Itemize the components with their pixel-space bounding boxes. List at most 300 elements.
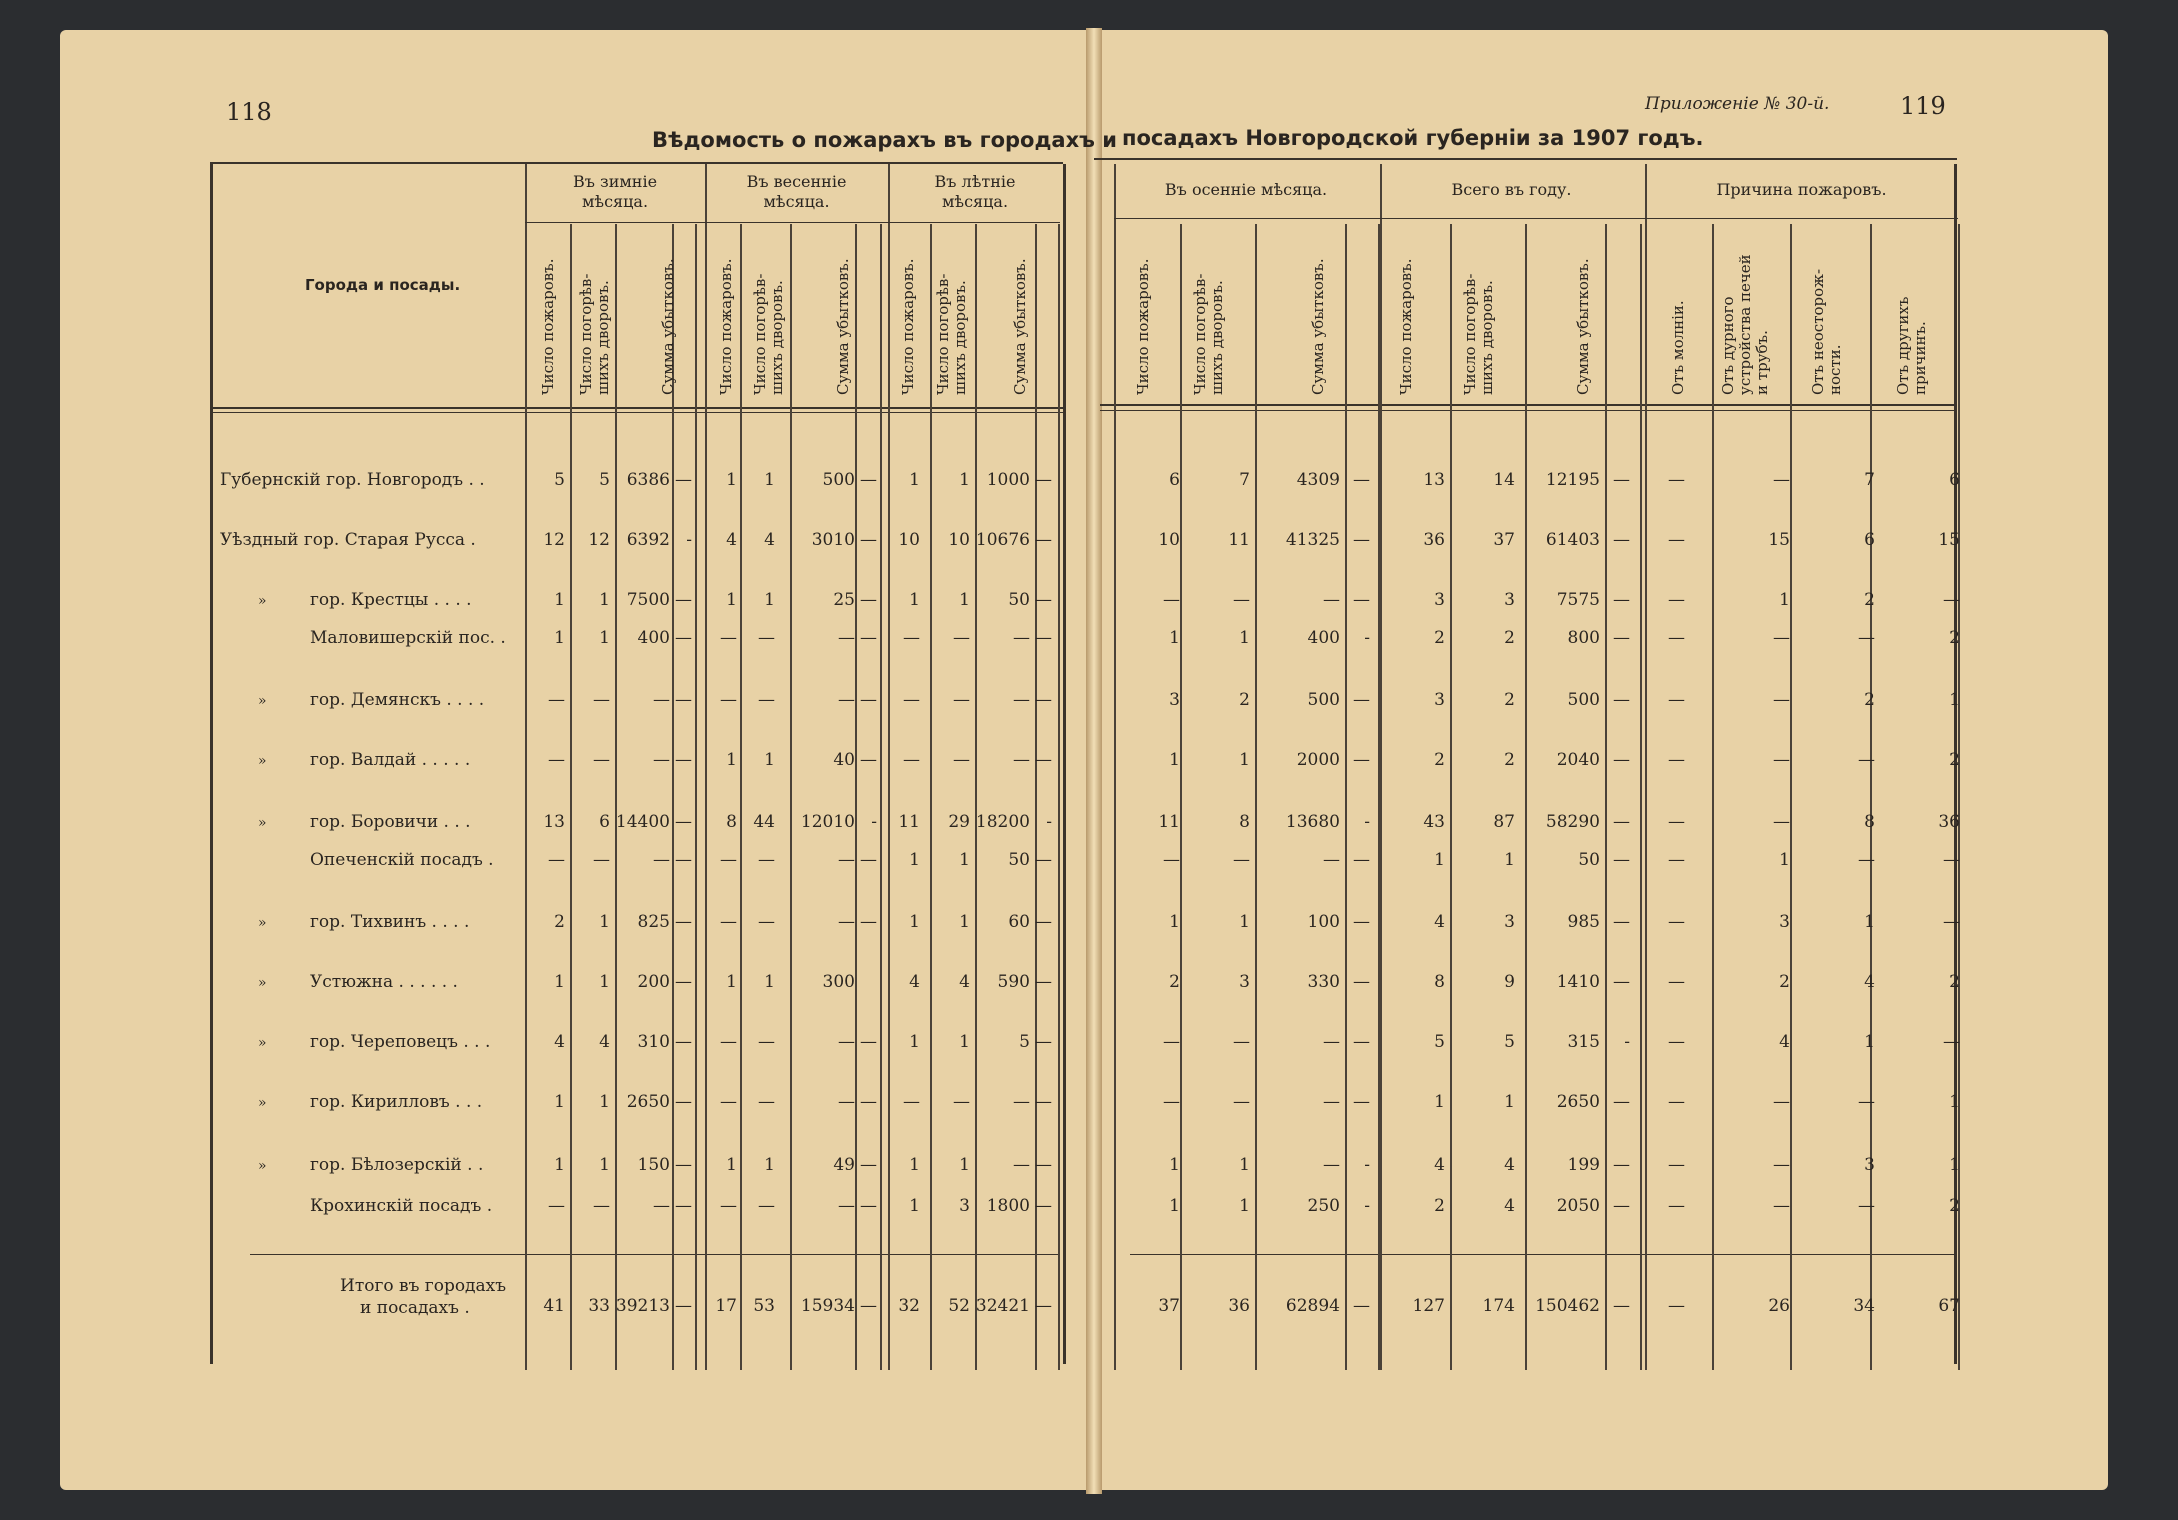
left-col-rule <box>1058 224 1060 1370</box>
left-cell: — <box>838 628 855 648</box>
left-cell: 18200 <box>975 812 1030 832</box>
left-cell: — <box>1035 972 1052 992</box>
left-cell: 200 <box>637 972 670 992</box>
right-cell: 3 <box>1169 690 1180 710</box>
left-total-cell: 39213 <box>615 1296 670 1316</box>
right-total-cell: 36 <box>1228 1296 1250 1316</box>
left-cell: — <box>838 1196 855 1216</box>
right-cell: 1 <box>1239 1196 1250 1216</box>
right-total-cell: 174 <box>1482 1296 1515 1316</box>
right-cell: 2 <box>1949 972 1960 992</box>
left-cell: 10676 <box>975 530 1030 550</box>
header-rule-right-2 <box>1100 410 1957 411</box>
left-cell: - <box>871 812 877 832</box>
right-cell: 50 <box>1578 850 1600 870</box>
right-cell: — <box>1613 690 1630 710</box>
right-cell: 6 <box>1864 530 1875 550</box>
left-cell: 1 <box>764 590 775 610</box>
right-cell: 3 <box>1434 690 1445 710</box>
right-col-rule <box>1255 224 1257 1370</box>
right-cell: — <box>1233 850 1250 870</box>
row-label: гор. Крестцы . . . . <box>310 590 472 610</box>
cause-header: Отъ молніи. <box>1669 300 1687 395</box>
right-cell: — <box>1668 912 1685 932</box>
right-cell: — <box>1353 470 1370 490</box>
right-cell: 1 <box>1864 1032 1875 1052</box>
left-cell: — <box>675 470 692 490</box>
right-cell: — <box>1233 590 1250 610</box>
left-cell: 1 <box>909 1196 920 1216</box>
right-cell: — <box>1613 750 1630 770</box>
right-cell: — <box>1353 750 1370 770</box>
cause-header: Отъ неосторож- ности. <box>1809 268 1844 395</box>
right-cell: 8 <box>1864 812 1875 832</box>
left-cell: — <box>1035 1092 1052 1112</box>
left-cell: — <box>720 912 737 932</box>
right-cell: 330 <box>1307 972 1340 992</box>
right-cell: 2 <box>1949 628 1960 648</box>
left-cell: — <box>675 590 692 610</box>
right-cell: 1 <box>1169 628 1180 648</box>
right-cell: 4 <box>1864 972 1875 992</box>
right-cell: - <box>1364 812 1370 832</box>
right-cell: 1 <box>1434 1092 1445 1112</box>
right-cell: — <box>1613 812 1630 832</box>
right-cell: — <box>1668 1155 1685 1175</box>
right-cell: 1 <box>1779 850 1790 870</box>
left-cell: — <box>838 850 855 870</box>
left-cell: 5 <box>1019 1032 1030 1052</box>
title-right-part: посадахъ Новгородской губерніи за 1907 годъ. <box>1122 126 1704 150</box>
right-total-cell: — <box>1613 1296 1630 1316</box>
left-cell: 6 <box>599 812 610 832</box>
right-cell: 250 <box>1307 1196 1340 1216</box>
right-cell: 500 <box>1307 690 1340 710</box>
left-cell: — <box>838 690 855 710</box>
left-sub-header: Сумма убытковъ. <box>1011 258 1029 395</box>
left-cell: — <box>953 750 970 770</box>
right-cell: 2 <box>1434 750 1445 770</box>
right-cell: — <box>1943 912 1960 932</box>
right-sub-header: Число пожаровъ. <box>1134 258 1152 395</box>
left-cell: — <box>675 850 692 870</box>
right-cell: 500 <box>1567 690 1600 710</box>
right-cell: 2 <box>1864 590 1875 610</box>
right-cell: 13680 <box>1285 812 1340 832</box>
left-cell: — <box>860 1032 877 1052</box>
left-cell: — <box>953 628 970 648</box>
left-cell: 1000 <box>986 470 1030 490</box>
left-cell: — <box>1013 750 1030 770</box>
right-cell: — <box>1858 750 1875 770</box>
right-cell: 400 <box>1307 628 1340 648</box>
right-cell: — <box>1353 690 1370 710</box>
left-group-header: Въ весенніе мѣсяца. <box>746 172 847 211</box>
left-cell: 1 <box>959 912 970 932</box>
left-group-header: Въ лѣтніе мѣсяца. <box>934 172 1016 211</box>
right-cell: — <box>1613 912 1630 932</box>
right-cell: 2 <box>1434 1196 1445 1216</box>
right-cell: 1 <box>1169 750 1180 770</box>
row-label: Маловишерскій пос. . <box>310 628 506 648</box>
row-marker: » <box>258 693 267 709</box>
left-cell: — <box>953 690 970 710</box>
right-cell: 2 <box>1949 1196 1960 1216</box>
right-cell: 1 <box>1239 628 1250 648</box>
right-cell: — <box>1353 590 1370 610</box>
right-cell: 2 <box>1434 628 1445 648</box>
left-cell: 50 <box>1008 850 1030 870</box>
right-cell: 87 <box>1493 812 1515 832</box>
left-cell: 5 <box>599 470 610 490</box>
right-cell: — <box>1668 530 1685 550</box>
right-cell: — <box>1353 530 1370 550</box>
right-cell: — <box>1613 470 1630 490</box>
right-cell: — <box>1353 972 1370 992</box>
left-cell: 1 <box>764 470 775 490</box>
left-cell: - <box>686 530 692 550</box>
left-cell: — <box>860 750 877 770</box>
row-marker: » <box>258 1158 267 1174</box>
right-cell: 4309 <box>1296 470 1340 490</box>
row-label: гор. Валдай . . . . . <box>310 750 471 770</box>
right-cell: — <box>1613 850 1630 870</box>
left-cell: — <box>720 850 737 870</box>
right-cell: — <box>1668 1196 1685 1216</box>
left-cell: 1 <box>726 470 737 490</box>
right-cell: — <box>1163 1092 1180 1112</box>
right-cell: — <box>1353 1092 1370 1112</box>
row-label: Устюжна . . . . . . <box>310 972 458 992</box>
right-cell: — <box>1668 972 1685 992</box>
header-rule-left <box>210 407 1063 409</box>
right-cell: 1 <box>1169 912 1180 932</box>
left-cell: 1 <box>554 590 565 610</box>
right-cell: 3 <box>1864 1155 1875 1175</box>
right-cell: - <box>1624 1032 1630 1052</box>
right-cell: 14 <box>1493 470 1515 490</box>
right-cell: — <box>1323 1092 1340 1112</box>
left-cell: 1 <box>599 590 610 610</box>
right-col-rule <box>1790 224 1792 1370</box>
right-total-cell: 67 <box>1938 1296 1960 1316</box>
total-rule-right <box>1130 1254 1955 1255</box>
left-total-cell: 32421 <box>975 1296 1030 1316</box>
left-total-cell: 52 <box>948 1296 970 1316</box>
left-cell: 1 <box>599 628 610 648</box>
right-cell: 4 <box>1779 1032 1790 1052</box>
left-total-cell: 17 <box>715 1296 737 1316</box>
left-cell: 40 <box>833 750 855 770</box>
right-cell: — <box>1858 628 1875 648</box>
right-cell: 4 <box>1434 1155 1445 1175</box>
right-cell: — <box>1323 590 1340 610</box>
left-cell: — <box>903 1092 920 1112</box>
row-marker: » <box>258 915 267 931</box>
right-cell: 1 <box>1504 1092 1515 1112</box>
right-cell: 2 <box>1504 628 1515 648</box>
left-cell: 1 <box>959 1155 970 1175</box>
left-cell: — <box>548 750 565 770</box>
right-cell: 2 <box>1169 972 1180 992</box>
top-rule-left <box>210 162 1063 164</box>
right-cell: — <box>1773 470 1790 490</box>
right-cell: 2040 <box>1556 750 1600 770</box>
right-cell: — <box>1163 850 1180 870</box>
left-group-underline <box>525 222 1060 223</box>
left-cell: — <box>1035 530 1052 550</box>
left-cell: 1 <box>959 590 970 610</box>
left-cell: — <box>860 1196 877 1216</box>
left-cell: 1 <box>726 972 737 992</box>
left-cell: 1 <box>726 750 737 770</box>
right-group-header: Причина пожаровъ. <box>1716 180 1887 199</box>
left-cell: — <box>1035 1032 1052 1052</box>
right-cell: — <box>1323 1032 1340 1052</box>
left-total-cell: 15934 <box>800 1296 855 1316</box>
right-cell: 199 <box>1567 1155 1600 1175</box>
left-cell: — <box>675 1032 692 1052</box>
left-cell: — <box>1035 912 1052 932</box>
left-total-cell: 41 <box>543 1296 565 1316</box>
right-cell: 6 <box>1949 470 1960 490</box>
left-sub-header: Число пожаровъ. <box>539 258 557 395</box>
right-cell: 1 <box>1949 1155 1960 1175</box>
total-label: Итого въ городахъ <box>340 1276 507 1296</box>
right-cell: 1 <box>1169 1155 1180 1175</box>
left-cell: — <box>860 590 877 610</box>
left-cell: 10 <box>898 530 920 550</box>
left-cell: — <box>758 912 775 932</box>
right-cell: — <box>1613 972 1630 992</box>
left-cell: 400 <box>637 628 670 648</box>
right-cell: — <box>1613 1155 1630 1175</box>
right-cell: 36 <box>1423 530 1445 550</box>
right-sub-header: Число погорѣв- шихъ дворовъ. <box>1191 273 1226 395</box>
right-cell: 1 <box>1504 850 1515 870</box>
left-cell: 1 <box>554 972 565 992</box>
left-cell: — <box>1013 628 1030 648</box>
left-cell: — <box>860 850 877 870</box>
right-cell: 58290 <box>1545 812 1600 832</box>
left-cell: — <box>860 690 877 710</box>
left-cell: — <box>593 750 610 770</box>
row-marker: » <box>258 815 267 831</box>
right-cell: — <box>1668 690 1685 710</box>
row-marker: » <box>258 593 267 609</box>
left-cell: — <box>720 690 737 710</box>
right-cell: 8 <box>1239 812 1250 832</box>
right-cell: — <box>1353 1032 1370 1052</box>
right-cell: 2 <box>1864 690 1875 710</box>
left-cell: 60 <box>1008 912 1030 932</box>
left-cell: — <box>593 1196 610 1216</box>
right-cell: 3 <box>1239 972 1250 992</box>
left-sub-header: Число пожаровъ. <box>717 258 735 395</box>
right-cell: 5 <box>1434 1032 1445 1052</box>
right-cell: — <box>1943 850 1960 870</box>
right-cell: - <box>1364 1155 1370 1175</box>
right-cell: 985 <box>1567 912 1600 932</box>
right-cell: 7575 <box>1556 590 1600 610</box>
right-cell: — <box>1858 1092 1875 1112</box>
left-cell: — <box>903 750 920 770</box>
left-cell: 1 <box>764 972 775 992</box>
left-cell: — <box>675 1196 692 1216</box>
left-cell: — <box>653 750 670 770</box>
right-cell: — <box>1233 1092 1250 1112</box>
right-total-cell: 150462 <box>1535 1296 1600 1316</box>
right-total-cell: — <box>1353 1296 1370 1316</box>
left-cell: — <box>860 470 877 490</box>
right-cell: 2 <box>1779 972 1790 992</box>
right-cell: — <box>1613 628 1630 648</box>
left-cell: — <box>720 1196 737 1216</box>
right-cell: — <box>1668 812 1685 832</box>
left-cell: — <box>758 850 775 870</box>
left-sub-header: Число погорѣв- шихъ дворовъ. <box>751 273 786 395</box>
right-cell: 2650 <box>1556 1092 1600 1112</box>
left-cell: 1 <box>599 1092 610 1112</box>
right-cell: — <box>1323 850 1340 870</box>
left-cell: 2 <box>554 912 565 932</box>
right-page-number: 119 <box>1900 92 1946 120</box>
left-total-cell: — <box>860 1296 877 1316</box>
right-cell: — <box>1943 590 1960 610</box>
right-cell: — <box>1163 590 1180 610</box>
row-marker: » <box>258 753 267 769</box>
row-marker: » <box>258 1095 267 1111</box>
right-cell: — <box>1613 1196 1630 1216</box>
right-cell: — <box>1773 1196 1790 1216</box>
left-cell: 5 <box>554 470 565 490</box>
left-cell: — <box>548 1196 565 1216</box>
left-total-cell: — <box>1035 1296 1052 1316</box>
right-total-cell: 37 <box>1158 1296 1180 1316</box>
left-cell: — <box>860 1092 877 1112</box>
right-sub-header: Сумма убытковъ. <box>1574 258 1592 395</box>
row-marker: » <box>258 975 267 991</box>
left-cell: — <box>758 1196 775 1216</box>
right-cell: — <box>1613 530 1630 550</box>
left-cell: 13 <box>543 812 565 832</box>
left-cell: 4 <box>726 530 737 550</box>
left-cell: — <box>838 912 855 932</box>
right-cell: - <box>1364 1196 1370 1216</box>
right-cell: — <box>1858 850 1875 870</box>
left-cell: 4 <box>764 530 775 550</box>
right-sub-header: Сумма убытковъ. <box>1309 258 1327 395</box>
left-cell: — <box>758 1092 775 1112</box>
left-cell: 1 <box>726 1155 737 1175</box>
row-label: гор. Череповецъ . . . <box>310 1032 491 1052</box>
right-cell: — <box>1943 1032 1960 1052</box>
left-total-cell: 32 <box>898 1296 920 1316</box>
right-total-cell: 127 <box>1412 1296 1445 1316</box>
right-group-underline <box>1114 218 1958 219</box>
right-cell: 7 <box>1864 470 1875 490</box>
left-cell: 1 <box>554 1155 565 1175</box>
left-cell: 50 <box>1008 590 1030 610</box>
left-cell: — <box>653 850 670 870</box>
left-cell: — <box>953 1092 970 1112</box>
left-cell: — <box>758 1032 775 1052</box>
right-cell: — <box>1353 850 1370 870</box>
left-cell: 590 <box>997 972 1030 992</box>
right-total-cell: 62894 <box>1285 1296 1340 1316</box>
right-cell: 2 <box>1504 750 1515 770</box>
left-cell: — <box>860 1155 877 1175</box>
left-cell: 8 <box>726 812 737 832</box>
left-group-header: Въ зимніе мѣсяца. <box>572 172 658 211</box>
left-cell: — <box>675 812 692 832</box>
left-cell: 1 <box>764 750 775 770</box>
left-cell: 2650 <box>626 1092 670 1112</box>
row-label: Уѣздный гор. Старая Русса . <box>220 530 476 550</box>
right-cell: 3 <box>1504 590 1515 610</box>
total-label: и посадахъ . <box>360 1298 470 1318</box>
left-cell: — <box>1035 750 1052 770</box>
right-cell: 1 <box>1779 590 1790 610</box>
row-label: гор. Кирилловъ . . . <box>310 1092 483 1112</box>
right-cell: 41325 <box>1285 530 1340 550</box>
right-cell: 4 <box>1504 1155 1515 1175</box>
right-cell: - <box>1364 628 1370 648</box>
left-cell: — <box>675 690 692 710</box>
right-cell: 43 <box>1423 812 1445 832</box>
row-label: гор. Бѣлозерскій . . <box>310 1155 484 1175</box>
left-cell: 12 <box>543 530 565 550</box>
right-cell: — <box>1233 1032 1250 1052</box>
right-cell: — <box>1668 628 1685 648</box>
appendix-label: Приложеніе № 30-й. <box>1645 94 1830 114</box>
left-cell: — <box>720 628 737 648</box>
right-cell: — <box>1668 1092 1685 1112</box>
header-rule-left-2 <box>210 412 1063 413</box>
left-sub-header: Число пожаровъ. <box>899 258 917 395</box>
right-cell: — <box>1773 1155 1790 1175</box>
left-cell: — <box>593 690 610 710</box>
right-cell: — <box>1773 812 1790 832</box>
right-cell: 9 <box>1504 972 1515 992</box>
left-cell: 3 <box>959 1196 970 1216</box>
left-cell: — <box>720 1092 737 1112</box>
right-cell: — <box>1773 628 1790 648</box>
right-cell: 100 <box>1307 912 1340 932</box>
left-total-cell: — <box>675 1296 692 1316</box>
right-total-cell: 26 <box>1768 1296 1790 1316</box>
left-cell: — <box>1035 850 1052 870</box>
total-rule-left <box>250 1254 1060 1255</box>
left-cell: — <box>1013 1092 1030 1112</box>
left-sub-header: Число погорѣв- шихъ дворовъ. <box>577 273 612 395</box>
left-cell: — <box>860 912 877 932</box>
right-cell: 12195 <box>1545 470 1600 490</box>
left-cell: 12 <box>588 530 610 550</box>
left-cell: — <box>758 628 775 648</box>
right-cell: 800 <box>1567 628 1600 648</box>
right-cell: — <box>1668 750 1685 770</box>
left-cell: — <box>720 1032 737 1052</box>
left-cell: — <box>1035 1196 1052 1216</box>
left-cell: — <box>860 530 877 550</box>
right-cell: 6 <box>1169 470 1180 490</box>
left-cell: — <box>1035 1155 1052 1175</box>
left-total-cell: 33 <box>588 1296 610 1316</box>
left-cell: 49 <box>833 1155 855 1175</box>
left-cell: — <box>1035 590 1052 610</box>
left-cell: — <box>675 1155 692 1175</box>
